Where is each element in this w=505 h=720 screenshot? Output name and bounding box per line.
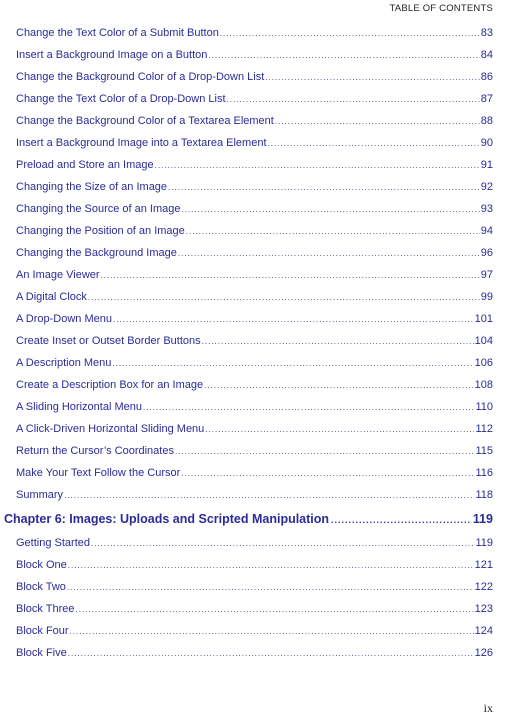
dot-leader (70, 625, 474, 637)
toc-entry-title: Create a Description Box for an Image (16, 379, 204, 391)
table-of-contents (4, 27, 493, 669)
toc-entry[interactable] (16, 203, 493, 225)
toc-entry-title: Getting Started (16, 537, 90, 549)
toc-entry-page: 119 (475, 537, 493, 549)
toc-entry-page: 108 (474, 379, 493, 391)
dot-leader (64, 489, 474, 501)
dot-leader (181, 467, 474, 479)
toc-entry[interactable] (16, 467, 493, 489)
toc-entry-title: A Click-Driven Horizontal Sliding Menu (16, 423, 205, 435)
toc-entry[interactable] (16, 335, 493, 357)
toc-entry-page: 83 (480, 27, 493, 39)
toc-entry-page: 112 (475, 423, 493, 435)
toc-entry-page: 84 (480, 49, 493, 61)
toc-entry-page: 92 (480, 181, 493, 193)
dot-leader (175, 445, 475, 457)
toc-entry-title: Changing the Background Image (16, 247, 177, 259)
toc-entry[interactable] (16, 445, 493, 467)
toc-entry-title: Preload and Store an Image (16, 159, 154, 171)
dot-leader (182, 203, 480, 215)
toc-entry-page: 116 (475, 467, 493, 479)
toc-entry-title: Block Four (16, 625, 69, 637)
page-number: ix (483, 701, 493, 715)
toc-entry-page: 101 (474, 313, 493, 325)
toc-entry[interactable] (16, 559, 493, 581)
dot-leader (205, 423, 474, 435)
toc-entry[interactable] (16, 423, 493, 445)
toc-entry-page: 94 (480, 225, 493, 237)
toc-entry-page: 124 (474, 625, 493, 637)
dot-leader (186, 225, 480, 237)
toc-entry-title: Changing the Source of an Image (16, 203, 181, 215)
dot-leader (331, 512, 471, 526)
toc-entry[interactable] (16, 625, 493, 647)
toc-entry[interactable] (16, 537, 493, 559)
toc-entry[interactable] (16, 603, 493, 625)
toc-entry-title: A Sliding Horizontal Menu (16, 401, 142, 413)
toc-entry[interactable] (16, 379, 493, 401)
toc-entry-page: 93 (480, 203, 493, 215)
toc-entry[interactable] (16, 581, 493, 603)
toc-entry-title: Change the Background Color of a Textarea Element (16, 115, 274, 127)
toc-entry-title: Change the Background Color of a Drop-Down List (16, 71, 265, 83)
chapter-title: Chapter 6: Images: Uploads and Scripted Manipulation (4, 512, 330, 526)
toc-entry-title: A Drop-Down Menu (16, 313, 112, 325)
toc-entry-title: Block Two (16, 581, 66, 593)
toc-entry-title: Block One (16, 559, 67, 571)
dot-leader (143, 401, 474, 413)
toc-entry[interactable] (16, 357, 493, 379)
dot-leader (227, 93, 480, 105)
toc-entry-page: 86 (480, 71, 493, 83)
dot-leader (91, 537, 474, 549)
dot-leader (113, 313, 474, 325)
toc-entry[interactable] (16, 93, 493, 115)
toc-entry-title: A Digital Clock (16, 291, 87, 303)
toc-entry-title: Changing the Position of an Image (16, 225, 185, 237)
toc-entry-page: 97 (480, 269, 493, 281)
toc-entry-title: Create Inset or Outset Border Buttons (16, 335, 201, 347)
dot-leader (268, 137, 480, 149)
dot-leader (220, 27, 480, 39)
toc-entry[interactable] (16, 313, 493, 335)
toc-entry-title: Insert a Background Image into a Textarea Element (16, 137, 267, 149)
toc-entry-title: Block Five (16, 647, 67, 659)
toc-entry-page: 115 (475, 445, 493, 457)
toc-entry-title: Make Your Text Follow the Cursor (16, 467, 181, 479)
dot-leader (76, 603, 474, 615)
toc-entry-title: Change the Text Color of a Drop-Down List (16, 93, 226, 105)
toc-entry[interactable] (16, 269, 493, 291)
toc-entry-page: 104 (474, 335, 493, 347)
toc-entry-title: Summary (16, 489, 64, 501)
dot-leader (204, 379, 474, 391)
toc-entry-page: 118 (475, 489, 493, 501)
chapter-page: 119 (472, 512, 493, 526)
toc-entry-page: 122 (474, 581, 493, 593)
dot-leader (208, 49, 479, 61)
toc-entry-title: Changing the Size of an Image (16, 181, 168, 193)
toc-entry-title: A Description Menu (16, 357, 112, 369)
dot-leader (101, 269, 480, 281)
toc-entry[interactable] (16, 115, 493, 137)
toc-entry[interactable] (16, 159, 493, 181)
toc-entry[interactable] (16, 137, 493, 159)
dot-leader (202, 335, 474, 347)
toc-entry-page: 110 (475, 401, 493, 413)
toc-entry-page: 90 (480, 137, 493, 149)
dot-leader (168, 181, 480, 193)
toc-entry-page: 96 (480, 247, 493, 259)
toc-entry-page: 88 (480, 115, 493, 127)
toc-entry-page: 99 (480, 291, 493, 303)
toc-entry-title: Insert a Background Image on a Button (16, 49, 208, 61)
dot-leader (178, 247, 480, 259)
toc-entry-page: 87 (480, 93, 493, 105)
dot-leader (68, 647, 474, 659)
toc-entry-page: 123 (474, 603, 493, 615)
toc-entry[interactable] (16, 71, 493, 93)
toc-entry[interactable] (16, 489, 493, 511)
toc-entry-title: An Image Viewer (16, 269, 100, 281)
toc-entry-title: Change the Text Color of a Submit Button (16, 27, 219, 39)
dot-leader (112, 357, 473, 369)
toc-entry[interactable] (16, 27, 493, 49)
toc-entry[interactable] (16, 291, 493, 313)
dot-leader (155, 159, 480, 171)
toc-entry[interactable] (16, 181, 493, 203)
toc-entry[interactable] (16, 49, 493, 71)
running-header: TABLE OF CONTENTS (389, 3, 493, 14)
dot-leader (67, 581, 474, 593)
dot-leader (88, 291, 480, 303)
toc-entry[interactable] (16, 225, 493, 247)
toc-entry-page: 121 (474, 559, 493, 571)
toc-chapter-heading[interactable] (4, 512, 493, 537)
toc-entry-title: Return the Cursor’s Coordinates (16, 445, 174, 457)
toc-entry-page: 106 (474, 357, 493, 369)
toc-entry-page: 126 (474, 647, 493, 659)
dot-leader (265, 71, 480, 83)
toc-entry[interactable] (16, 247, 493, 269)
dot-leader (68, 559, 474, 571)
toc-entry-title: Block Three (16, 603, 75, 615)
dot-leader (275, 115, 480, 127)
toc-entry-page: 91 (480, 159, 493, 171)
toc-entry[interactable] (16, 647, 493, 669)
toc-entry[interactable] (16, 401, 493, 423)
